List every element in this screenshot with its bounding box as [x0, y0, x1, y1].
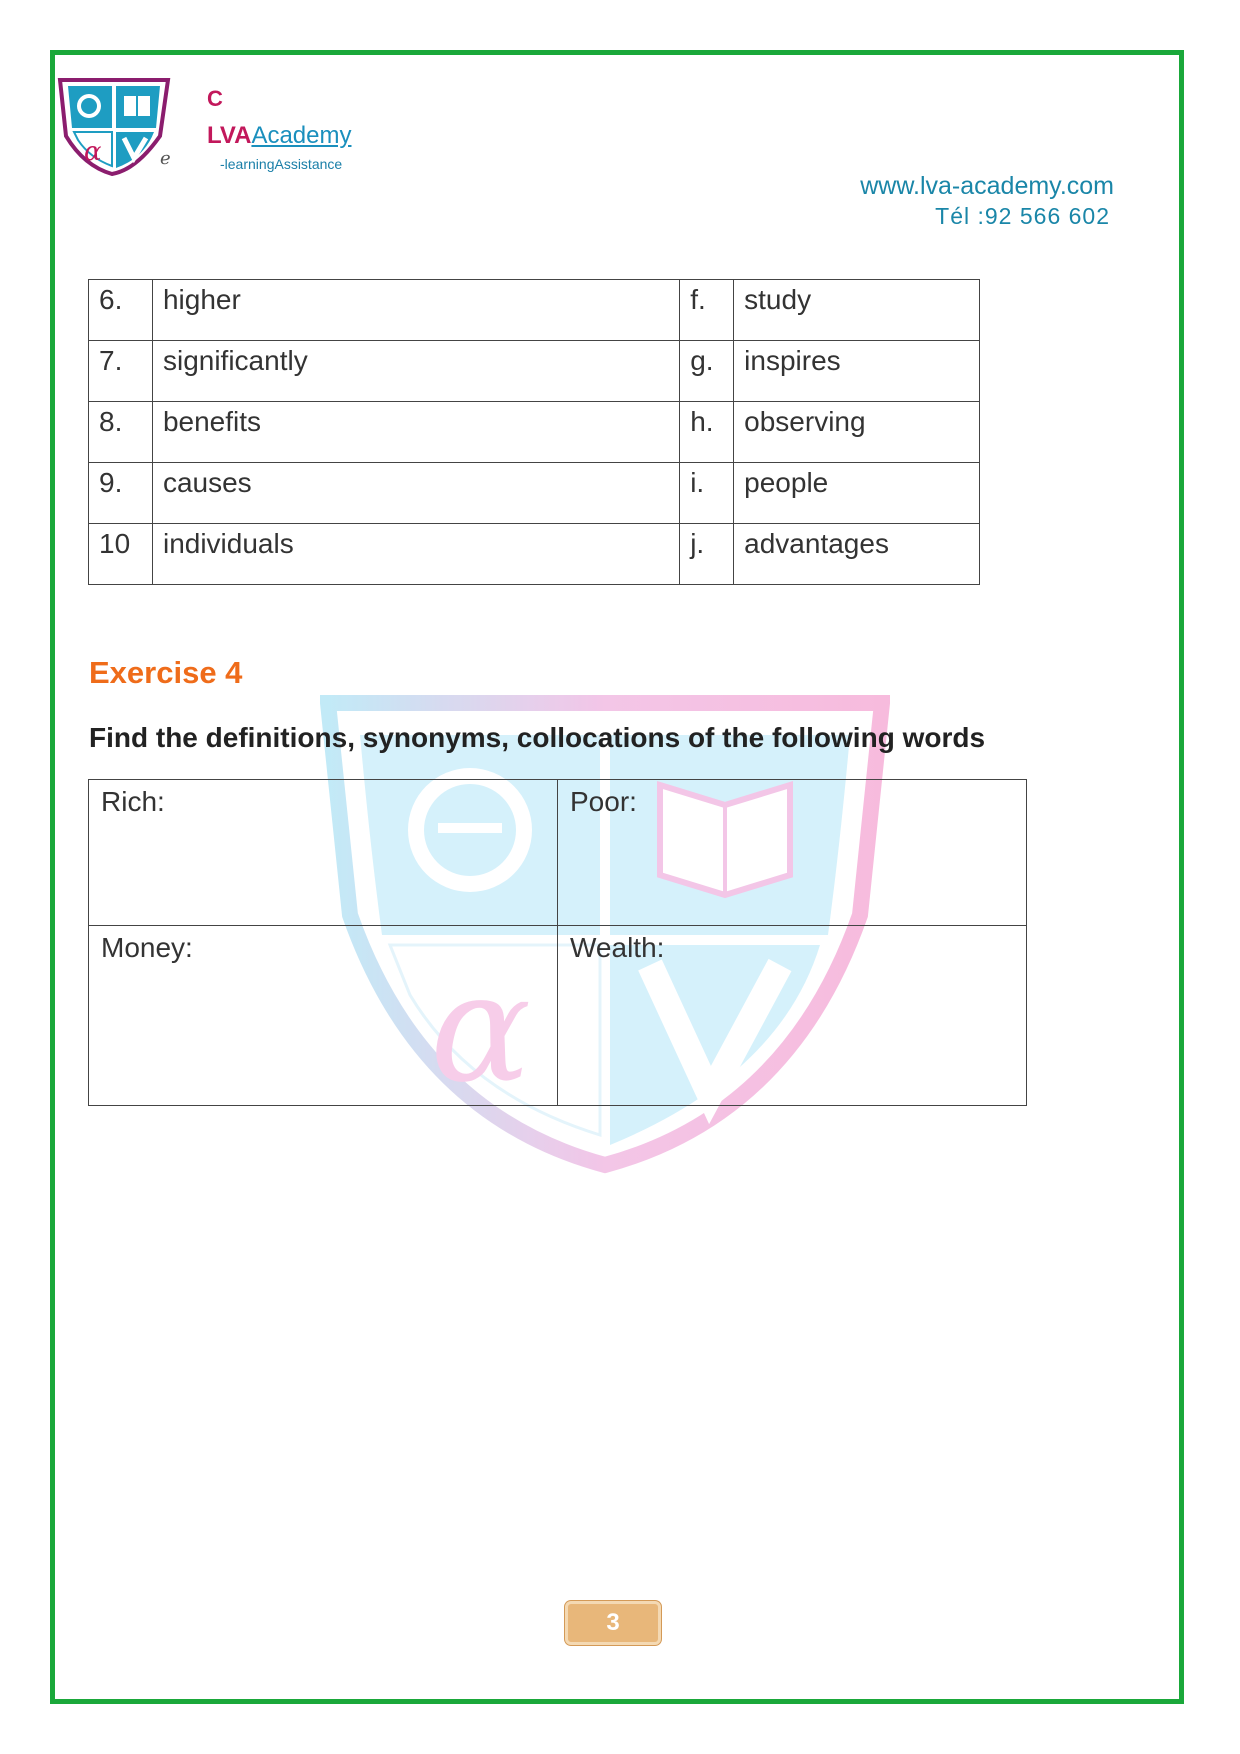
row-match: observing: [734, 402, 980, 463]
row-word: benefits: [152, 402, 679, 463]
row-match: inspires: [734, 341, 980, 402]
logo-e-mark: e: [160, 148, 171, 169]
row-match: people: [734, 463, 980, 524]
row-number: 6.: [89, 280, 153, 341]
table-row: [89, 280, 980, 341]
table-row: [89, 402, 980, 463]
row-word: individuals: [152, 524, 679, 585]
row-match: study: [734, 280, 980, 341]
definition-cell-poor[interactable]: Poor:: [558, 780, 1027, 926]
brand-letter: C: [207, 86, 223, 111]
definition-cell-wealth[interactable]: Wealth:: [558, 926, 1027, 1106]
page-number-badge: 3: [565, 1601, 661, 1645]
row-number: 9.: [89, 463, 153, 524]
exercise-instruction: Find the definitions, synonyms, collocations of the following words: [89, 722, 986, 753]
table-row: [89, 341, 980, 402]
row-number: 8.: [89, 402, 153, 463]
svg-text:α: α: [84, 137, 102, 167]
row-letter: j.: [680, 524, 734, 585]
table-row: [89, 780, 1027, 926]
brand-name: [207, 122, 351, 150]
row-match: advantages: [734, 524, 980, 585]
phone-number: Tél :92 566 602: [935, 203, 1110, 229]
row-letter: f.: [680, 280, 734, 341]
brand-academy: Academy: [251, 122, 352, 149]
svg-text:α: α: [430, 942, 532, 1116]
table-row: [89, 463, 980, 524]
row-word: significantly: [152, 341, 679, 402]
website-link[interactable]: www.lva-academy.com: [860, 172, 1114, 200]
brand-lva: LVA: [207, 122, 252, 149]
row-number: 10: [89, 524, 153, 585]
row-letter: g.: [680, 341, 734, 402]
table-row: [89, 524, 980, 585]
brand-tagline: -learningAssistance: [220, 156, 343, 172]
definition-table: [88, 779, 1027, 1106]
definition-cell-money[interactable]: Money:: [89, 926, 558, 1106]
row-letter: h.: [680, 402, 734, 463]
row-letter: i.: [680, 463, 734, 524]
lva-shield-logo-icon: [56, 76, 176, 176]
row-word: causes: [152, 463, 679, 524]
row-word: higher: [152, 280, 679, 341]
row-number: 7.: [89, 341, 153, 402]
matching-table: [88, 279, 980, 585]
definition-cell-rich[interactable]: Rich:: [89, 780, 558, 926]
exercise-title: Exercise 4: [89, 655, 243, 690]
table-row: [89, 926, 1027, 1106]
